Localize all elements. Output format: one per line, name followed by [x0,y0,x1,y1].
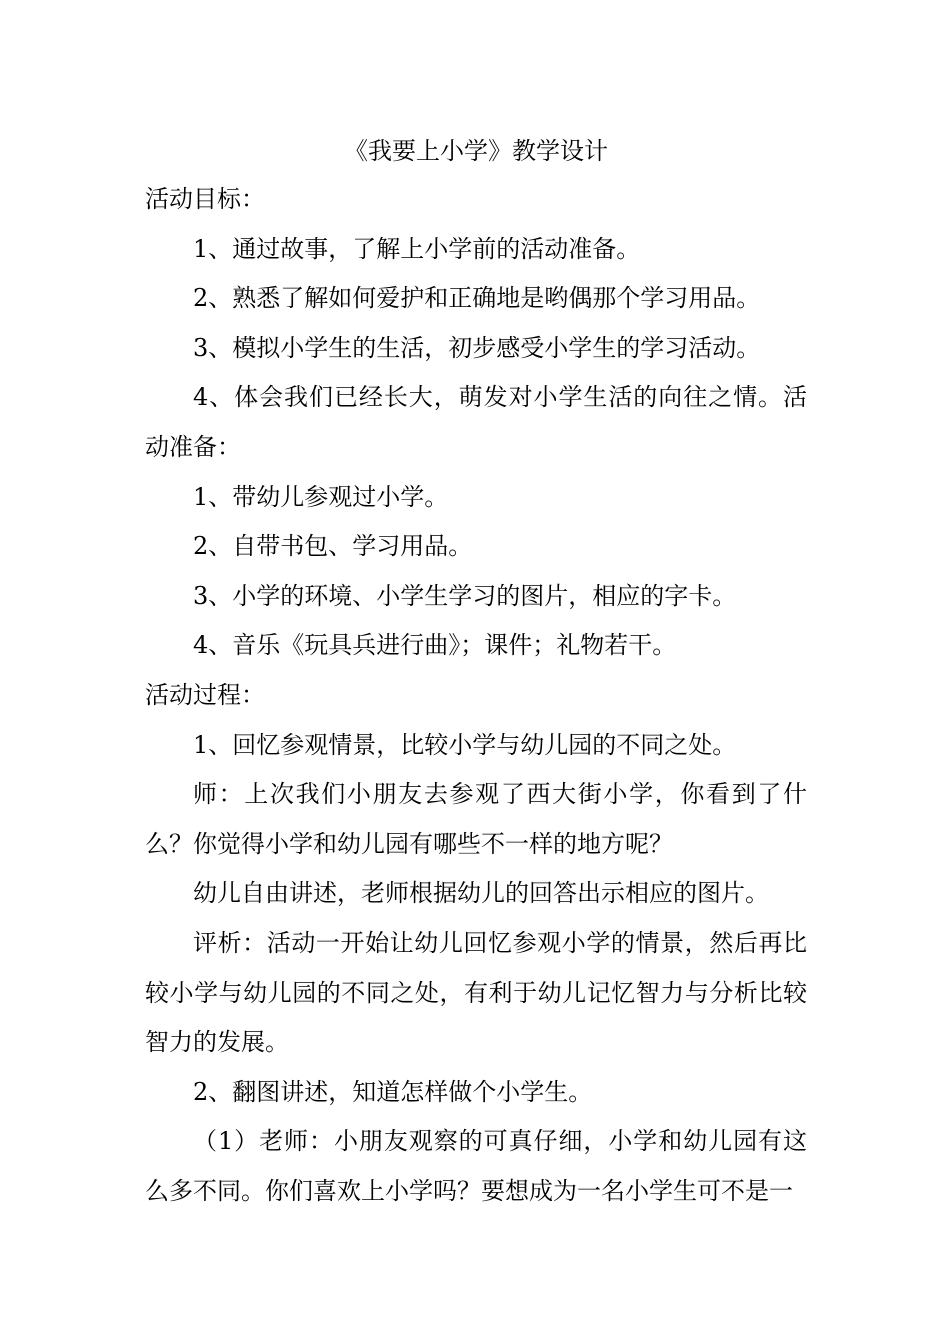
document-title: 《我要上小学》教学设计 [344,137,608,165]
paragraph: 3、模拟小学生的生活，初步感受小学生的学习活动。 [193,333,761,362]
paragraph: 活动目标： [145,185,265,213]
paragraph: 3、小学的环境、小学生学习的图片，相应的字卡。 [193,581,737,610]
paragraph: 2、熟悉了解如何爱护和正确地是哟偶那个学习用品。 [193,284,761,313]
paragraph: 评析：活动一开始让幼儿回忆参观小学的情景，然后再比较小学与幼儿园的不同之处，有利于幼儿记忆智力与分析比较智力的发展。 [145,928,807,1057]
paragraph: 1、带幼儿参观过小学。 [193,482,449,511]
paragraph: 4、体会我们已经长大，萌发对小学生活的向往之情。活动准备： [145,383,807,461]
paragraph: 幼儿自由讲述，老师根据幼儿的回答出示相应的图片。 [193,879,769,908]
paragraph: （1）老师：小朋友观察的可真仔细，小学和幼儿园有这么多不同。你们喜欢上小学吗？要想成为一名小学生可不是一 [145,1127,807,1205]
paragraph: 2、翻图讲述，知道怎样做个小学生。 [193,1077,593,1106]
paragraph: 2、自带书包、学习用品。 [193,532,473,561]
paragraph: 师：上次我们小朋友去参观了西大街小学，你看到了什么？你觉得小学和幼儿园有哪些不一样的地方呢？ [145,780,807,858]
paragraph-list [145,175,807,1216]
document-body [145,127,807,1216]
paragraph: 1、回忆参观情景，比较小学与幼儿园的不同之处。 [193,730,737,759]
paragraph: 1、通过故事，了解上小学前的活动准备。 [193,234,641,263]
paragraph: 4、音乐《玩具兵进行曲》；课件；礼物若干。 [193,631,677,660]
paragraph: 活动过程： [145,680,265,709]
